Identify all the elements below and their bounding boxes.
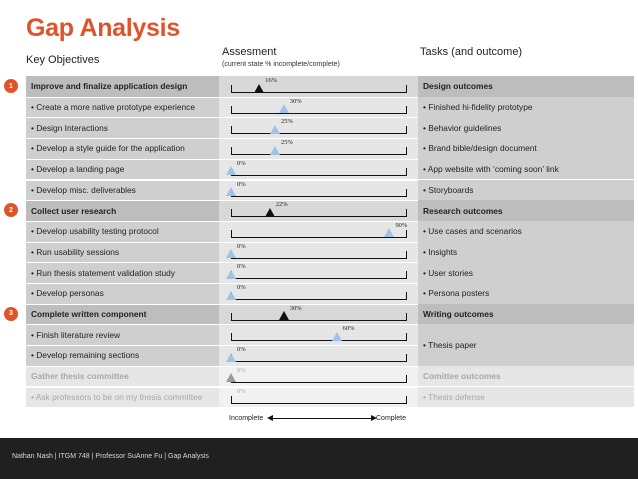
task-item: • Persona posters <box>418 283 634 304</box>
progress-percent-label: 0% <box>237 180 246 188</box>
progress-percent-label: 30% <box>289 304 302 312</box>
objective-item: • Create a more native prototype experience <box>26 97 219 118</box>
progress-marker <box>332 332 342 341</box>
objective-item: • Develop remaining sections <box>26 345 219 366</box>
legend-complete: Complete <box>376 415 406 422</box>
progress-marker <box>384 228 394 237</box>
progress-marker <box>226 353 236 362</box>
progress-marker <box>226 187 236 196</box>
progress-percent-label: 0% <box>237 159 246 167</box>
progress-bar <box>231 147 407 155</box>
progress-marker <box>254 84 264 93</box>
task-item: • Thesis defense <box>418 387 634 408</box>
row-separator <box>26 345 418 346</box>
task-item: • App website with ‘coming soon’ link <box>418 159 634 180</box>
objective-item: • Develop a landing page <box>26 159 219 180</box>
progress-bar <box>231 251 407 259</box>
page-title: Gap Analysis <box>26 14 180 42</box>
progress-bar <box>231 106 407 114</box>
objective-item: • Develop misc. deliverables <box>26 180 219 201</box>
objective-item: • Develop personas <box>26 283 219 304</box>
progress-bar <box>231 168 407 176</box>
progress-percent-label: 22% <box>275 201 288 209</box>
objective-heading: Gather thesis committee <box>26 366 219 387</box>
progress-marker <box>279 311 289 320</box>
footer-text: Nathan Nash | ITGM 748 | Professor SuAnne Fu | Gap Analysis <box>12 453 209 460</box>
assessment-subheader: (current state % incomplete/complete) <box>222 61 340 68</box>
legend-incomplete: Incomplete <box>229 415 264 422</box>
objective-heading: Improve and finalize application design <box>26 76 219 97</box>
progress-percent-label: 90% <box>395 221 408 229</box>
progress-marker <box>226 373 236 382</box>
progress-percent-label: 25% <box>281 139 293 147</box>
tasks-header: Tasks (and outcome) <box>420 46 523 58</box>
progress-bar <box>231 292 407 300</box>
progress-bar <box>231 333 407 341</box>
progress-bar <box>231 230 407 238</box>
progress-bar <box>231 375 407 383</box>
progress-direction-arrow <box>272 418 372 419</box>
progress-marker <box>265 208 275 217</box>
task-item: • Brand bible/design document <box>418 138 634 159</box>
progress-marker <box>226 166 236 175</box>
progress-bar <box>231 396 407 404</box>
progress-marker <box>226 249 236 258</box>
objective-number-badge: 3 <box>4 307 18 321</box>
task-item: • Insights <box>418 242 634 263</box>
objective-item: • Ask professors to be on my thesis committee <box>26 387 219 408</box>
task-item: • Use cases and scenarios <box>418 221 634 242</box>
task-heading: Research outcomes <box>418 200 634 221</box>
progress-marker <box>226 291 236 300</box>
progress-percent-label: 16% <box>265 77 278 84</box>
footer <box>0 438 638 479</box>
assessment-header: Assesment <box>222 46 277 58</box>
task-item: • Storyboards <box>418 180 634 201</box>
objective-number-badge: 2 <box>4 203 18 217</box>
progress-percent-label: 0% <box>237 366 246 374</box>
objective-item: • Develop a style guide for the application <box>26 138 219 159</box>
task-item: • Finished hi-fidelity prototype <box>418 97 634 118</box>
progress-percent-label: 0% <box>237 387 246 395</box>
progress-marker <box>226 270 236 279</box>
progress-bar <box>231 126 407 134</box>
progress-bar <box>231 354 407 362</box>
objective-item: • Finish literature review <box>26 324 219 345</box>
objective-item: • Develop usability testing protocol <box>26 221 219 242</box>
progress-percent-label: 30% <box>289 97 302 105</box>
progress-marker <box>279 104 289 113</box>
task-heading: Writing outcomes <box>418 304 634 325</box>
progress-percent-label: 0% <box>237 284 246 291</box>
progress-marker <box>270 125 280 134</box>
progress-bar <box>231 189 407 197</box>
objective-item: • Run thesis statement validation study <box>26 262 219 283</box>
objective-heading: Complete written component <box>26 304 219 325</box>
task-item: • User stories <box>418 262 634 283</box>
progress-percent-label: 0% <box>237 242 246 250</box>
objective-item: • Design Interactions <box>26 117 219 138</box>
objective-item: • Run usability sessions <box>26 242 219 263</box>
progress-percent-label: 0% <box>237 263 246 271</box>
progress-bar <box>231 271 407 279</box>
progress-marker <box>270 146 280 155</box>
objective-heading: Collect user research <box>26 200 219 221</box>
progress-bar <box>231 209 407 217</box>
task-item: • Behavior guidelines <box>418 117 634 138</box>
task-heading: Comittee outcomes <box>418 366 634 387</box>
progress-bar <box>231 313 407 321</box>
progress-percent-label: 0% <box>237 346 246 354</box>
progress-percent-label: 60% <box>342 325 355 333</box>
objectives-header: Key Objectives <box>26 54 100 66</box>
objective-number-badge: 1 <box>4 79 18 93</box>
progress-percent-label: 25% <box>281 118 293 126</box>
task-heading: Design outcomes <box>418 76 634 97</box>
task-item: • Thesis paper <box>418 324 634 365</box>
